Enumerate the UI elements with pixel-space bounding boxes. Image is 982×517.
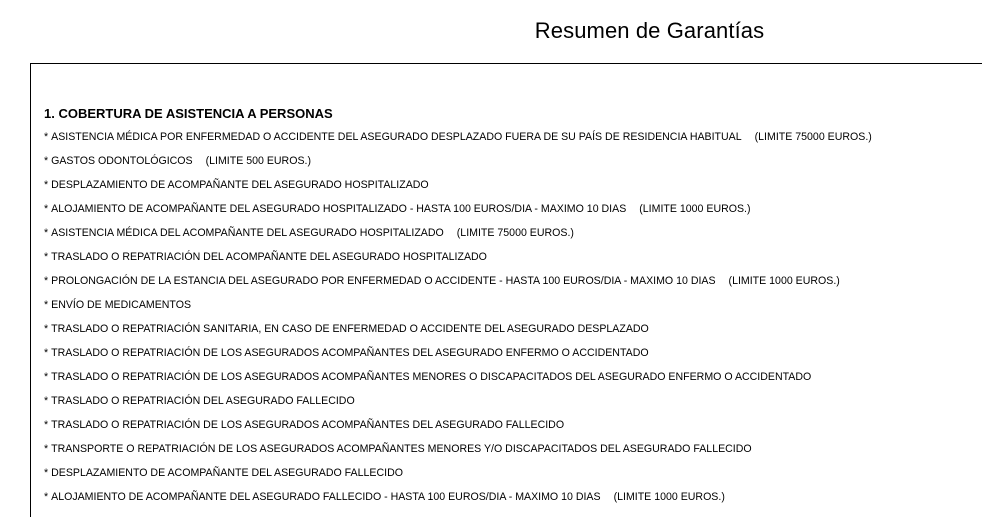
coverage-item-text: TRASLADO O REPATRIACIÓN SANITARIA, EN CASO DE ENFERMEDAD O ACCIDENTE DEL ASEGURADO DESPLAZADO — [51, 323, 649, 335]
coverage-item — [44, 417, 872, 441]
coverage-item-text: DESPLAZAMIENTO DE ACOMPAÑANTE DEL ASEGURADO FALLECIDO — [51, 467, 403, 479]
coverage-item-text: ALOJAMIENTO DE ACOMPAÑANTE DEL ASEGURADO HOSPITALIZADO - HASTA 100 EUROS/DIA - MAXIMO 10 DIAS — [51, 203, 627, 215]
bullet-marker: * — [44, 371, 49, 383]
coverage-list — [44, 129, 872, 513]
coverage-item — [44, 465, 872, 489]
coverage-item-text: TRANSPORTE O REPATRIACIÓN DE LOS ASEGURADOS ACOMPAÑANTES MENORES Y/O DISCAPACITADOS DEL ASEGURADO FALLECIDO — [51, 443, 752, 455]
bullet-marker: * — [44, 155, 49, 167]
coverage-limit: (LIMITE 1000 EUROS.) — [613, 491, 725, 503]
coverage-item — [44, 393, 872, 417]
coverage-item — [44, 153, 872, 177]
bullet-marker: * — [44, 395, 49, 407]
bullet-marker: * — [44, 179, 49, 191]
bullet-marker: * — [44, 323, 49, 335]
coverage-item-text: TRASLADO O REPATRIACIÓN DE LOS ASEGURADOS ACOMPAÑANTES DEL ASEGURADO ENFERMO O ACCIDENTADO — [51, 347, 649, 359]
document-title: Resumen de Garantías — [534, 18, 765, 43]
coverage-item — [44, 297, 872, 321]
coverage-item-text: TRASLADO O REPATRIACIÓN DE LOS ASEGURADOS ACOMPAÑANTES MENORES O DISCAPACITADOS DEL ASEGURADO ENFERMO O ACCIDENTADO — [51, 371, 812, 383]
coverage-item — [44, 201, 872, 225]
coverage-item — [44, 489, 872, 513]
bullet-marker: * — [44, 443, 49, 455]
coverage-item-text: ENVÍO DE MEDICAMENTOS — [51, 299, 192, 311]
coverage-item — [44, 321, 872, 345]
coverage-item-text: ALOJAMIENTO DE ACOMPAÑANTE DEL ASEGURADO FALLECIDO - HASTA 100 EUROS/DIA - MAXIMO 10 DIAS — [51, 491, 601, 503]
coverage-item — [44, 249, 872, 273]
bullet-marker: * — [44, 299, 49, 311]
bullet-marker: * — [44, 347, 49, 359]
coverage-limit: (LIMITE 75000 EUROS.) — [456, 227, 574, 239]
coverage-item — [44, 345, 872, 369]
section-heading: 1. COBERTURA DE ASISTENCIA A PERSONAS — [44, 106, 333, 121]
coverage-item-text: TRASLADO O REPATRIACIÓN DEL ASEGURADO FALLECIDO — [51, 395, 355, 407]
bullet-marker: * — [44, 419, 49, 431]
coverage-limit: (LIMITE 1000 EUROS.) — [728, 275, 840, 287]
coverage-item-text: DESPLAZAMIENTO DE ACOMPAÑANTE DEL ASEGURADO HOSPITALIZADO — [51, 179, 429, 191]
bullet-marker: * — [44, 275, 49, 287]
bullet-marker: * — [44, 131, 49, 143]
coverage-limit: (LIMITE 1000 EUROS.) — [639, 203, 751, 215]
coverage-item-text: GASTOS ODONTOLÓGICOS — [51, 155, 193, 167]
coverage-limit: (LIMITE 500 EUROS.) — [205, 155, 311, 167]
coverage-limit: (LIMITE 75000 EUROS.) — [754, 131, 872, 143]
coverage-item — [44, 129, 872, 153]
bullet-marker: * — [44, 227, 49, 239]
coverage-item — [44, 225, 872, 249]
coverage-item — [44, 441, 872, 465]
coverage-item-text: ASISTENCIA MÉDICA POR ENFERMEDAD O ACCIDENTE DEL ASEGURADO DESPLAZADO FUERA DE SU PAÍS DE RESIDENCIA HABITUAL — [51, 131, 742, 143]
coverage-item — [44, 273, 872, 297]
bullet-marker: * — [44, 203, 49, 215]
coverage-item-text: TRASLADO O REPATRIACIÓN DE LOS ASEGURADOS ACOMPAÑANTES DEL ASEGURADO FALLECIDO — [51, 419, 565, 431]
coverage-item — [44, 369, 872, 393]
coverage-item-text: TRASLADO O REPATRIACIÓN DEL ACOMPAÑANTE DEL ASEGURADO HOSPITALIZADO — [51, 251, 487, 263]
bullet-marker: * — [44, 491, 49, 503]
bullet-marker: * — [44, 251, 49, 263]
bullet-marker: * — [44, 467, 49, 479]
coverage-item — [44, 177, 872, 201]
coverage-item-text: ASISTENCIA MÉDICA DEL ACOMPAÑANTE DEL ASEGURADO HOSPITALIZADO — [51, 227, 444, 239]
coverage-item-text: PROLONGACIÓN DE LA ESTANCIA DEL ASEGURADO POR ENFERMEDAD O ACCIDENTE - HASTA 100 EUROS/DIA - MAXIMO 10 DIAS — [51, 275, 716, 287]
